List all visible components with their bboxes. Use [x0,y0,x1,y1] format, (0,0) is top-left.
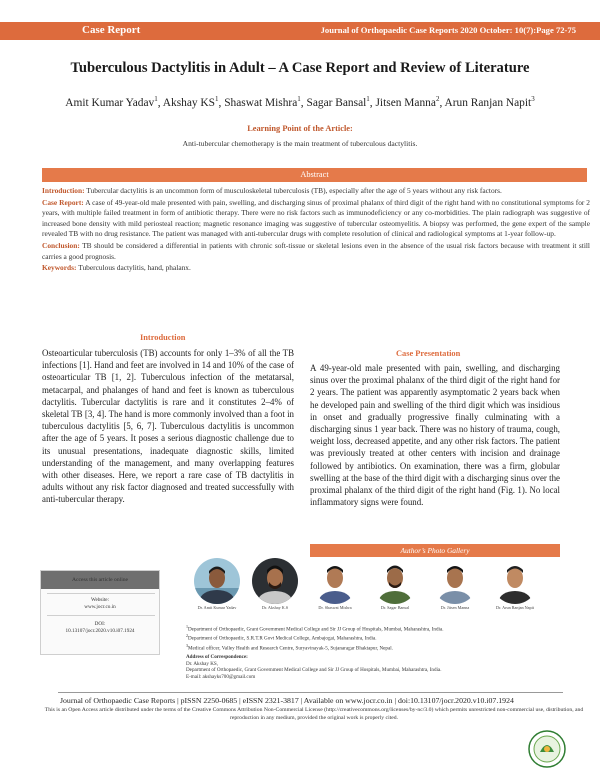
avatar-caption: Dr. Sagar Bansal [380,605,410,610]
case-presentation-text: A 49-year-old male presented with pain, swelling, and discharging sinus over the proximal phalanx of the third digit of the right hand for 2 years. The patient was apparently asymptomatic 2 years back when he developed pain and swelling of the third digit which was insidious in onset and gradually progressive finally culminating with a discharging sinus 1 year back. There was no history of trauma, cough, weight loss, decreased appetite, and any other risk factors. The patient was previously treated at other centers with incision and drainage followed by antibiotics. On examination, there was a firm, globular swelling at the base of the third digit with a discharging sinus over the proximal phalanx of the third digit of the right hand (Fig. 1). No local inflammatory signs were found. [310,363,560,508]
access-article-box [40,570,160,655]
doi-value[interactable]: 10.13107/jocr.2020.v10.i07.1924 [65,628,135,634]
correspondence-email[interactable]: E-mail: akshayks700@gmail.com [186,674,256,681]
journal-issue: Journal of Orthopaedic Case Reports 2020 October: 10(7):Page 72-75 [320,25,576,35]
footer-journal-info: Journal of Orthopaedic Case Reports | pISSN 2250-0685 | eISSN 2321-3817 | Available on www.jocr.co.in | doi:10.13107/jocr.2020.v10.i07.1924 [60,696,514,705]
correspondence [186,654,576,681]
avatar-caption: Dr. Arun Ranjan Napit [496,605,534,610]
avatar [194,558,240,604]
affiliation-item: $^1$Department of Orthopaedic, Grant Government Medical College and Sir JJ Group of Hospitals, Mumbai, Maharashtra, India. [186,624,444,633]
abstract-keywords: Keywords: Tuberculous dactylitis, hand, phalanx. [42,263,191,273]
article-title: Tuberculous Dactylitis in Adult – A Case Report and Review of Literature [70,60,530,76]
correspondence-address: Department of Orthopaedic, Grant Government Medical College and Sir JJ Group of Hospitals, Mumbai, Maharashtra, India. [186,667,442,674]
introduction-heading: Introduction [140,333,186,342]
doi-label: DOI: [94,621,106,627]
abstract-heading: Abstract [300,170,329,179]
access-box-title: Access this article online [71,577,129,583]
avatar-caption: Dr. Akshay K.S [261,605,289,610]
author: Akshay $KS^1$ [162,95,219,109]
learning-point-heading: Learning Point of the Article: [247,124,353,133]
abstract-body [42,186,590,275]
avatar [252,558,298,604]
section-label: Case Report [82,24,141,36]
website-label: Website: [90,597,110,603]
author: Amit Kumar Yadav$^1$ [65,95,158,109]
journal-seal-icon [528,730,566,768]
author: Jitsen Manna$^2$ [375,95,440,109]
learning-point-text: Anti-tubercular chemotherapy is the main treatment of tuberculous dactylitis. [182,139,418,148]
footer-divider [58,692,563,693]
affiliation-item: $^2$Department of Orthopaedic, S.R.T.R Govt Medical College, Ambajogai, Maharashtra, India. [186,633,377,643]
avatar-caption: Dr. Amit Kumar Yadav [197,605,237,610]
website-value[interactable]: www.jocr.co.in [84,604,116,610]
abstract-conclusion: Conclusion: TB should be considered a differential in patients with chronic soft-tissue or skeletal lesions even in the absence of the usual risk factors because with treatment it still carries a good prognosis. [42,240,590,261]
divider [47,615,155,616]
photo-gallery-bar [310,544,560,557]
journal-header-bar [0,22,600,40]
avatar-caption: Dr. Jitsen Manna [440,605,470,610]
divider [47,593,155,594]
case-presentation-heading: Case Presentation [396,349,461,358]
abstract-case-report: Case Report: A case of 49-year-old male presented with pain, swelling, and discharging sinus of proximal phalanx of third digit of the right hand with no constitutional symptoms for 2 years, with multiple failed treatment in form of antibiotic therapy. There were no risk factors such as immunodeficiency or any co-morbidities. The plain radiograph was suggestive of increased bone density with mild periosteal reaction; magnetic resonance imaging was suggestive of tubercular osteomyelitis. A biopsy was performed, the gene expert of the sample revealed TB with no drug resistance. The patient was managed with anti-tubercular drugs with complete resolution of clinical and radiological symptoms at 1-year follow-up. [42,197,590,239]
author: Shaswat Mishra$^1$ [224,95,301,109]
author: Arun Ranjan Napit$^3$ [444,95,535,109]
correspondence-heading: Address of Correspondence: [186,654,248,660]
avatar [312,558,358,604]
affiliations [186,624,576,652]
avatar [372,558,418,604]
footer-license: This is an Open Access article distributed under the terms of the Creative Commons Attribution Non-Commercial License (http://creativecommons.org/licenses/by-nc/3.0) which permits unrestricted non-commercial use, distribution, and reproduction in any medium, provided the original work is properly cited. [44,707,584,721]
author-list: Amit Kumar Yadav$^1$, Akshay $KS^1$, Shaswat Mishra$^1$, Sagar Bansal$^1$, Jitsen Manna$^2$, Arun Ranjan Napit$^3$ [65,95,535,109]
abstract-introduction: Introduction: Tubercular dactylitis is an uncommon form of musculoskeletal tuberculosis (TB), especially after the age of 5 years without any risk factors. [42,186,502,195]
avatar-caption: Dr. Shaswat Mishra [318,605,352,610]
introduction-text: Osteoarticular tuberculosis (TB) accounts for only 1–3% of all the TB infections [1]. Hand and feet are involved in 14 and 10% of the case of osteoarticular TB [1, 2]. Tuberculous infection of the metatarsal, metacarpal, and phalanges of hand and feet is known as tuberculous dactylitis. Tubercular dactylitis is rare and it constitutes 2–4% of skeletal TB [3, 4]. The hand is more commonly involved than a foot in tuberculous dactylitis [5, 6, 7]. Tuberculous dactylitis is uncommon after the age of 5 years. It poses a serious diagnostic challenge due to its unusual presentations, inadequate diagnostic skills, limited understanding of the management, and many overlapping features with other diseases. Here, we report a rare case of TB dactylitis in adults without any risk factor diagnosed and treated successfully with anti-tubercular therapy. [42,348,294,505]
author: Sagar Bansal$^1$ [306,95,370,109]
affiliation-item: $^3$Medical officer, Valley Health and Research Centre, Suryavinayak-5, Sujanaragar Bhaktapur, Nepal. [186,642,393,652]
correspondence-name: Dr. Akshay KS, [186,660,218,667]
avatar [432,558,478,604]
abstract-heading-bar [42,168,587,182]
avatar [492,558,538,604]
photo-gallery-heading: Author’s Photo Gallery [400,546,470,555]
